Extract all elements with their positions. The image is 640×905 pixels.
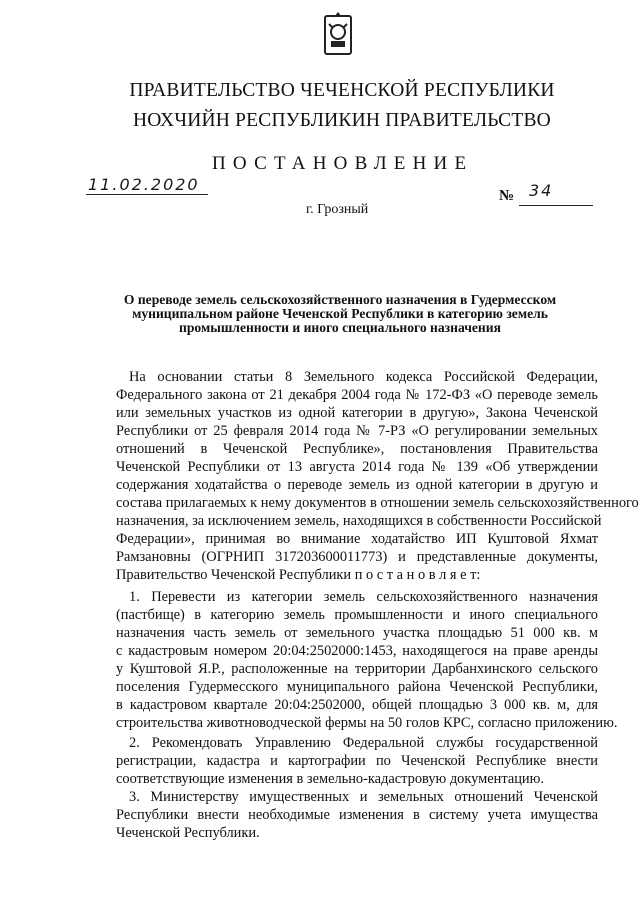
body-text-line: в кадастровом квартале 20:04:2502000, общей площадью 3 000 кв. м, для bbox=[116, 697, 598, 713]
body-text-line: соответствующие изменения в земельно-кадастровую документацию. bbox=[116, 771, 544, 787]
document-title-line: муниципальном районе Чеченской Республики в категорию земель bbox=[132, 306, 548, 321]
body-text-line: поселения Гудермесского муниципального района Чеченской Республики, bbox=[116, 679, 598, 695]
document-title-line: промышленности и иного специального назначения bbox=[179, 320, 501, 335]
number-sign: № bbox=[499, 188, 515, 204]
government-name-ce: НОХЧИЙН РЕСПУБЛИКИН ПРАВИТЕЛЬСТВО bbox=[133, 110, 551, 131]
body-text-line: с кадастровым номером 20:04:2502000:1453, находящегося на праве аренды bbox=[116, 643, 598, 659]
body-text-line: регистрации, кадастра и картографии по Чеченской Республике внести bbox=[116, 753, 598, 769]
body-text-line: Правительство Чеченской Республики п о с т а н о в л я е т: bbox=[116, 567, 481, 583]
document-date: 11.02.2020 bbox=[88, 175, 200, 194]
body-text-line: строительства животноводческой фермы на 50 голов КРС, согласно приложению. bbox=[116, 715, 618, 731]
date-underline bbox=[86, 194, 208, 195]
body-text-line: Рамзановны (ОГРНИП 317203600011773) и представленные документы, bbox=[116, 549, 598, 565]
coat-of-arms-icon bbox=[324, 12, 352, 56]
body-text-line: Федерации», принимая во внимание ходатайство ИП Куштовой Яхмат bbox=[116, 531, 598, 547]
body-text-line: 3. Министерству имущественных и земельных отношений Чеченской bbox=[129, 789, 598, 805]
body-text-line: назначения, за исключением земель, находящихся в собственности Российской bbox=[116, 513, 602, 529]
body-text-line: Чеченской Республики от 13 августа 2014 года № 139 «Об утверждении bbox=[116, 459, 598, 475]
government-name-ru: ПРАВИТЕЛЬСТВО ЧЕЧЕНСКОЙ РЕСПУБЛИКИ bbox=[129, 80, 555, 101]
body-text-line: 2. Рекомендовать Управлению Федеральной службы государственной bbox=[129, 735, 598, 751]
body-text-line: Чеченской Республики. bbox=[116, 825, 260, 841]
body-text-line: (пастбище) в категорию земель промышленности и иного специального bbox=[116, 607, 598, 623]
body-text-line: Республики внести необходимые изменения в систему учета имущества bbox=[116, 807, 598, 823]
body-text-line: Республики от 25 февраля 2014 года № 7-РЗ «О регулировании земельных bbox=[116, 423, 598, 439]
document-type: ПОСТАНОВЛЕНИЕ bbox=[212, 153, 474, 174]
body-text-line: или земельных участков из одной категории в другую», Закона Чеченской bbox=[116, 405, 598, 421]
body-text-line: состава прилагаемых к нему документов в отношении земель сельскохозяйственного bbox=[116, 495, 639, 511]
document-number: 34 bbox=[529, 181, 554, 200]
body-text-line: назначения часть земель от земельного участка площадью 51 000 кв. м bbox=[116, 625, 598, 641]
body-text-line: 1. Перевести из категории земель сельскохозяйственного назначения bbox=[129, 589, 598, 605]
number-underline bbox=[519, 205, 593, 206]
body-text-line: отношений в Чеченской Республике», постановления Правительства bbox=[116, 441, 598, 457]
body-text-line: у Куштовой Я.Р., расположенные на территории Дарбанхинского сельского bbox=[116, 661, 598, 677]
document-title-line: О переводе земель сельскохозяйственного назначения в Гудермесском bbox=[123, 292, 557, 307]
body-text-line: Федерального закона от 21 декабря 2004 года № 172-ФЗ «О переводе земель bbox=[116, 387, 598, 403]
body-text-line: На основании статьи 8 Земельного кодекса Российской Федерации, bbox=[129, 369, 598, 385]
body-text-line: содержания ходатайства о переводе земель из одной категории в другую и bbox=[116, 477, 598, 493]
city: г. Грозный bbox=[306, 202, 369, 217]
